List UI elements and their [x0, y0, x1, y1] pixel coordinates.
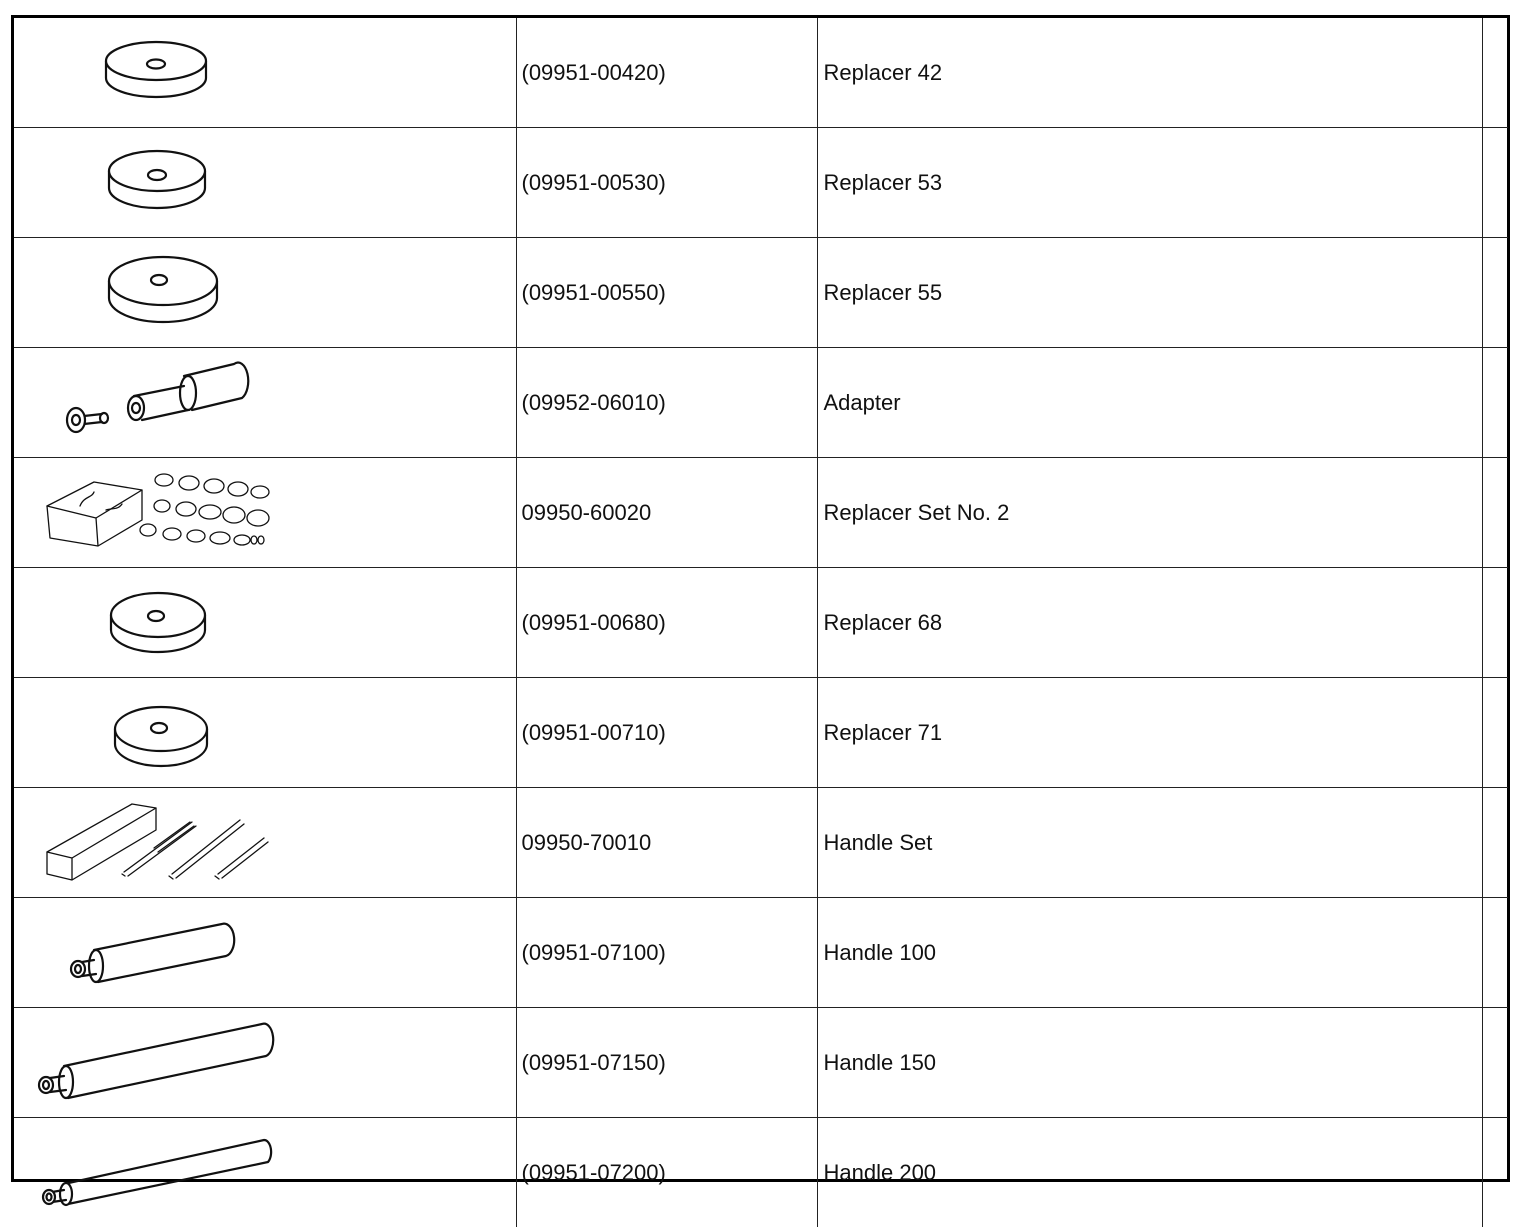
table-row [14, 458, 1508, 568]
tool-illustration-cell [14, 458, 516, 568]
part-number: (09951-00530) [516, 128, 817, 238]
tool-name: Replacer 53 [817, 128, 1482, 238]
tool-illustration-cell [14, 788, 516, 898]
blank-cell [1482, 568, 1508, 678]
replacer-disc-icon [14, 238, 514, 342]
part-number: (09951-00680) [516, 568, 817, 678]
replacer-disc-icon [14, 18, 514, 122]
tool-name: Replacer 68 [817, 568, 1482, 678]
blank-cell [1482, 18, 1508, 128]
part-number: (09952-06010) [516, 348, 817, 458]
tool-name: Replacer 42 [817, 18, 1482, 128]
part-number: (09951-00550) [516, 238, 817, 348]
tool-table [14, 18, 1508, 1227]
table-row [14, 128, 1508, 238]
blank-cell [1482, 128, 1508, 238]
blank-cell [1482, 1118, 1508, 1227]
handle-icon [14, 1008, 514, 1112]
tool-illustration-cell [14, 128, 516, 238]
blank-cell [1482, 458, 1508, 568]
tool-illustration-cell [14, 238, 516, 348]
part-number: (09951-00420) [516, 18, 817, 128]
part-number: (09951-07150) [516, 1008, 817, 1118]
table-row [14, 788, 1508, 898]
tool-illustration-cell [14, 1008, 516, 1118]
part-number: 09950-70010 [516, 788, 817, 898]
tool-illustration-cell [14, 568, 516, 678]
table-row [14, 898, 1508, 1008]
blank-cell [1482, 678, 1508, 788]
tool-illustration-cell [14, 898, 516, 1008]
tool-name: Handle 150 [817, 1008, 1482, 1118]
tool-name: Handle 200 [817, 1118, 1482, 1227]
tool-illustration-cell [14, 1118, 516, 1227]
table-row [14, 238, 1508, 348]
handle-set-icon [14, 788, 514, 892]
part-number: 09950-60020 [516, 458, 817, 568]
tool-illustration-cell [14, 678, 516, 788]
replacer-disc-icon [14, 568, 514, 672]
tool-name: Replacer 55 [817, 238, 1482, 348]
tool-illustration-cell [14, 18, 516, 128]
tool-illustration-cell [14, 348, 516, 458]
replacer-disc-icon [14, 678, 514, 782]
replacer-disc-icon [14, 128, 514, 232]
table-row [14, 1008, 1508, 1118]
blank-cell [1482, 348, 1508, 458]
blank-cell [1482, 898, 1508, 1008]
tool-name: Handle 100 [817, 898, 1482, 1008]
tool-table-frame [11, 15, 1510, 1182]
adapter-icon [14, 348, 514, 452]
table-row [14, 568, 1508, 678]
part-number: (09951-00710) [516, 678, 817, 788]
table-row [14, 678, 1508, 788]
handle-icon [14, 1118, 514, 1222]
tool-name: Replacer Set No. 2 [817, 458, 1482, 568]
table-row [14, 18, 1508, 128]
part-number: (09951-07200) [516, 1118, 817, 1227]
replacer-set-icon [14, 458, 514, 562]
blank-cell [1482, 788, 1508, 898]
blank-cell [1482, 1008, 1508, 1118]
handle-icon [14, 898, 514, 1002]
table-row [14, 1118, 1508, 1227]
tool-name: Replacer 71 [817, 678, 1482, 788]
tool-name: Adapter [817, 348, 1482, 458]
blank-cell [1482, 238, 1508, 348]
part-number: (09951-07100) [516, 898, 817, 1008]
table-row [14, 348, 1508, 458]
tool-name: Handle Set [817, 788, 1482, 898]
